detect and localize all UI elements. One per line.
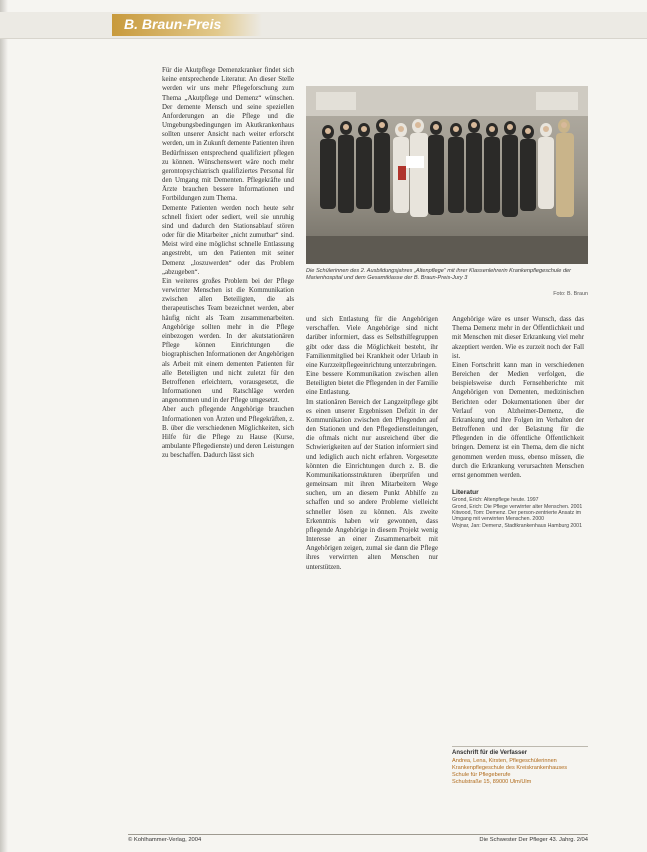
section-title: B. Braun-Preis: [124, 16, 222, 32]
header-band: [0, 12, 647, 39]
paragraph: Aber auch pflegende Angehörige brauchen Informationen von Ärzten und Pflegekräften, z. B. über die verschiedenen Möglichkeiten, sich Hilfe für die Pflege zu Hause (Kurse, ambulante Pflegedienste) und deren Leistungen zu beschaffen. Dadurch lässt sich: [162, 406, 294, 460]
text-column-2: [306, 315, 438, 572]
author-address-box: [452, 746, 588, 786]
footer-journal: Die Schwester Der Pfleger 43. Jahrg. 2/04: [479, 837, 588, 843]
footer-copyright: © Kohlhammer-Verlag, 2004: [128, 837, 202, 843]
text-column-1: [162, 66, 294, 460]
address-line: Andrea, Lena, Kirsten, Pflegeschülerinnen: [452, 758, 557, 764]
literature-item: Grond, Erich: Die Pflege verwirrter alter Menschen. 2001: [452, 503, 583, 510]
paragraph: Eine bessere Kommunikation zwischen allen Beteiligten bietet die Pflegenden in der Familie eine Entlastung.: [306, 371, 438, 397]
paragraph: Für die Akutpflege Demenzkranker findet sich keine entsprechende Literatur. An dieser Stelle werden wir uns mehr Pflegeforschung zum Thema „Akutpflege und Demenz“ wünschen. Der demente Mensch und seine speziellen Anforderungen an die Pflege und die Umgebungsbedingungen im Akutkrankenhaus sollten unserer Ansicht nach weiter erforscht werden, um in Zukunft demente Patienten ihren Bedürfnissen entsprechend qualifiziert pflegen zu können. Wünschenswert wäre noch mehr gerontopsychiatrisch qualifiziertes Personal für den Umgang mit Dementen. Pflegekräfte und Ärzte brauchen bessere Informationen und Fortbildungen zum Thema.: [162, 67, 294, 203]
paragraph: Demente Patienten werden noch heute sehr schnell fixiert oder sediert, weil sie unruhig sind und dadurch den Stationsablauf stören oder für die Mitarbeiter „nicht zumutbar“ sind. Meist wird eine möglichst schnelle Entlassung angestrebt, um den Patienten mit seiner Demenz „loszuwerden“ oder das Problem „abzugeben“.: [162, 204, 294, 276]
paragraph: Ein weiteres großes Problem bei der Pflege verwirrter Menschen ist die Kommunikation zwischen allen Beteiligten, die als therapeutisches Team bezeichnet werden, aber häufig nicht als Team zusammenarbeiten. Angehörige sollten mehr in die Pflege einbezogen werden. In der akutstationären Pflege können Einrichtungen die biographischen Informationen der Angehörigen als Arbeit mit einem dementen Patienten für alle Beteiligten und nicht zuletzt für den Betroffenen erleichtern, vorausgesetzt, die Informationen und Ratschläge werden angenommen und in der Pflege umgesetzt.: [162, 277, 294, 405]
photo-caption: Die Schülerinnen des 2. Ausbildungsjahres „Altenpflege“ mit ihrer Klassenlehrerin Krankenpflegeschule der Marienhospital und dem Gesamtklasse der B. Braun-Preis-Jury 3: [306, 268, 572, 282]
literature-heading: Literatur: [452, 489, 479, 497]
address-line: Krankenpflegeschule des Kreiskrankenhauses: [452, 765, 568, 771]
literature-item: Kitwood, Tom: Demenz. Der person-zentrierte Ansatz im Umgang mit verwirrten Menschen. 2000: [452, 510, 582, 523]
literature-item: Wojnar, Jan: Demenz, Stadtkrankenhaus Hamburg 2001: [452, 522, 582, 529]
group-photo: [306, 86, 588, 264]
photo-credit: Foto: B. Braun: [553, 291, 588, 297]
paragraph: Einen Fortschritt kann man in verschiedenen Bereichen der Medien verfolgen, die beispielsweise durch Fernsehberichte mit Angehörigen von Dementen, medizinischen Berichten oder Dokumentationen über der Verlauf von Alzheimer-Demenz, die Erkrankung und ihre Folgen im Verhalten der Betroffenen und der Belastung für die Pflegenden in die öffentliche Öffentlichkeit bringen. Demenz ist ein Thema, dem die nicht genommen werden muss, ebenso müssen, die durch die Erkrankung verursachten Menschen ernst genommen werden.: [452, 361, 584, 479]
text-column-3: [452, 315, 584, 529]
paragraph: Im stationären Bereich der Langzeitpflege gibt es einen unserer Ergebnissen Defizit in der Kommunikation zwischen den Pflegenden auf den Stationen und den Pflegedienstleitungen, die oftmals nicht nur ausreichend über die Schwierigkeiten auf der Station informiert sind und lediglich auch nicht erfahren. Vorgesetzte könnten die Einrichtungen durch z. B. die Kommunikationsstrukturen überprüfen und gemeinsam mit ihren Mitarbeitern Wege suchen, um an diesem Punkt Abhilfe zu schaffen und so andere Probleme vielleicht schneller lösen zu können. Als zweite Erkenntnis haben wir gewonnen, dass pflegende Angehörige in diesem Projekt wenig Interesse an einer Zusammenarbeit mit Angehörigen zeigen, zumal sie dann die Pflege ihres verwirrten alten Menschen nur unterstützen.: [306, 398, 438, 571]
page-binding-shadow: [0, 0, 8, 852]
address-line: Schulstraße 15, 89000 Ulm/Ulm: [452, 779, 532, 785]
footer-rule: [128, 834, 588, 835]
literature-item: Grond, Erich: Altenpflege heute. 1997: [452, 497, 539, 504]
address-heading: Anschrift für die Verfasser: [452, 750, 528, 756]
paragraph: und sich Entlastung für die Angehörigen verschaffen. Viele Angehörige sind nicht darüber informiert, dass es Selbsthilfegruppen gibt oder dass die Möglichkeit besteht, ihr Familienmitglied bei Krankheit oder Urlaub in eine Kurzzeitpflegeeinrichtung unterzubringen.: [306, 316, 438, 369]
address-line: Schule für Pflegeberufe: [452, 772, 511, 778]
group-photo-drawing: [306, 86, 588, 264]
paragraph: Angehörige wäre es unser Wunsch, dass das Thema Demenz mehr in der Öffentlichkeit und mit Menschen mit dieser Erkrankung viel mehr akzeptiert werden. Wie es zurzeit noch der Fall ist.: [452, 316, 584, 360]
